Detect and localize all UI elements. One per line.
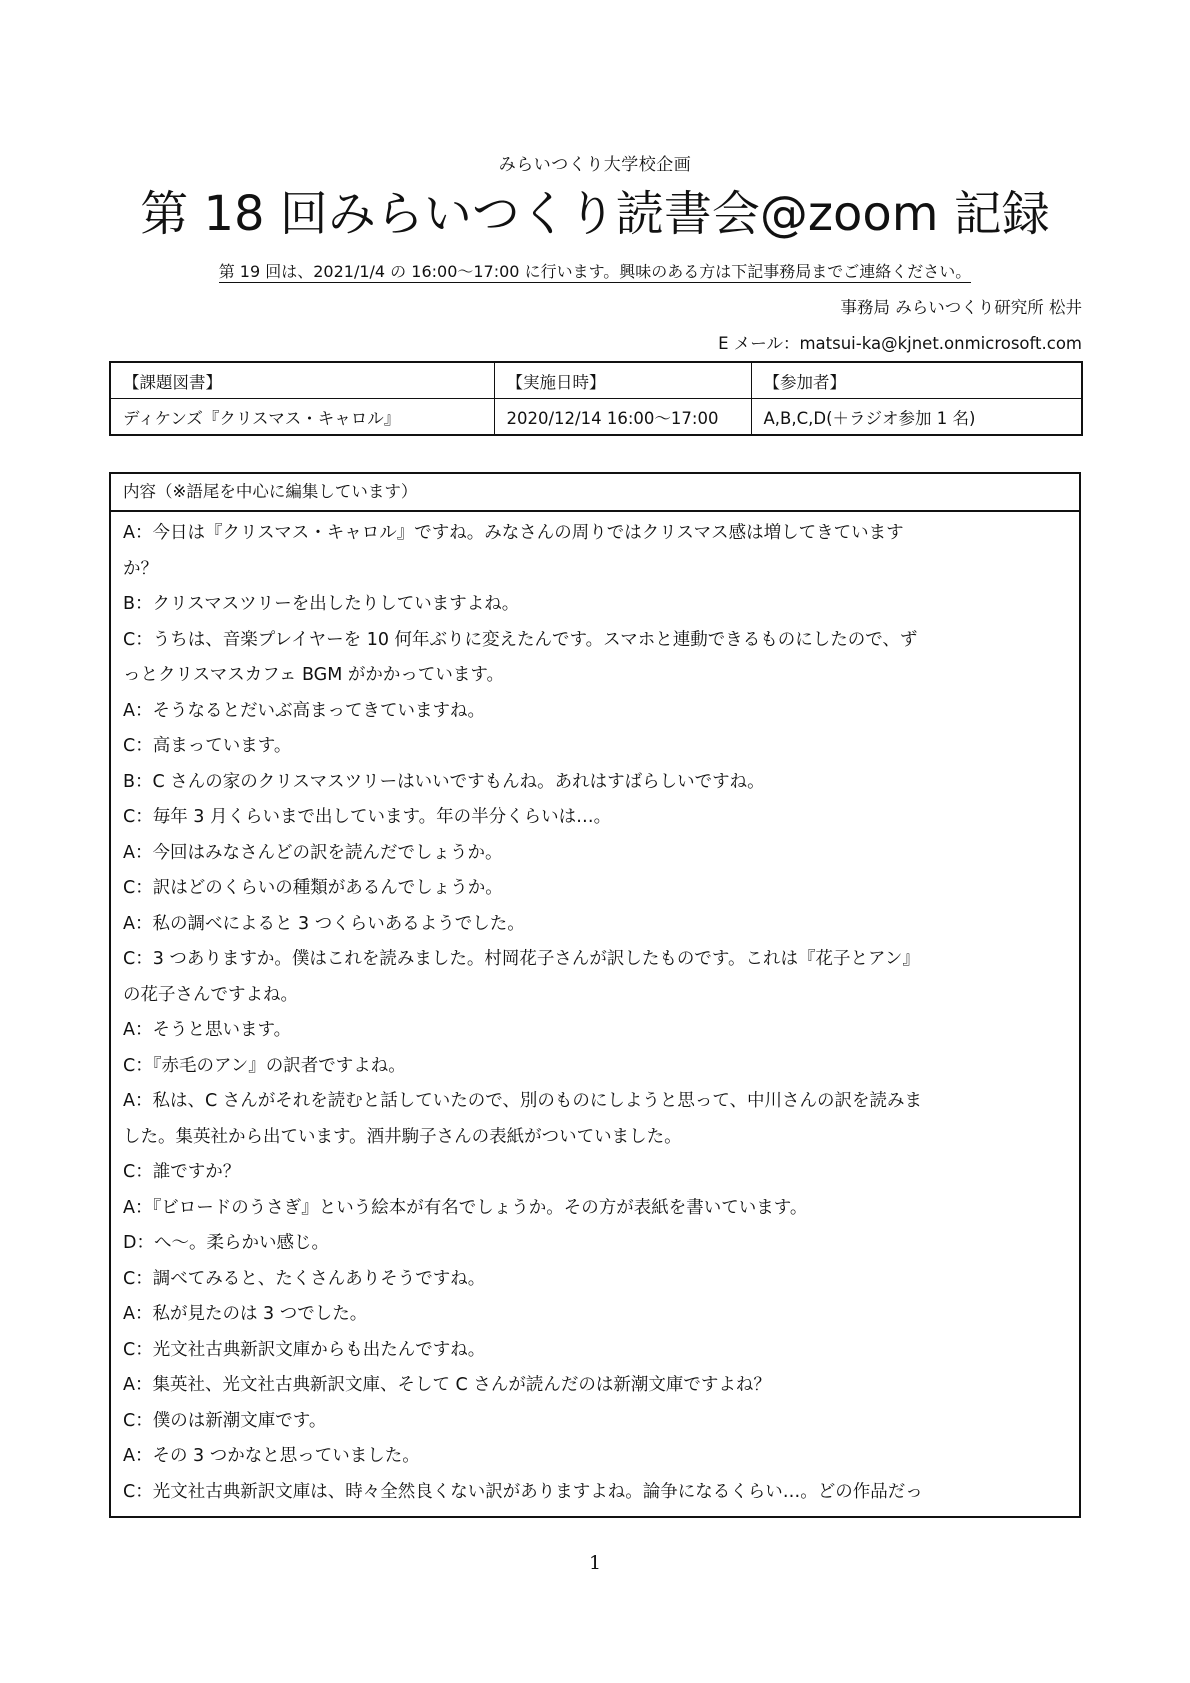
transcript-line: C：光文社古典新訳文庫からも出たんですね。 [123, 1339, 486, 1360]
transcript-line: B：C さんの家のクリスマスツリーはいいですもんね。あれはすばらしいですね。 [123, 771, 765, 792]
info-header-book: 【課題図書】 [110, 362, 494, 399]
transcript-line: C：うちは、音楽プレイヤーを 10 何年ぶりに変えたんです。スマホと連動できるものにしたので、ず [123, 629, 918, 650]
transcript-line: か？ [123, 558, 158, 579]
info-header-date: 【実施日時】 [494, 362, 751, 399]
transcript-line: C：『赤毛のアン』の訳者ですよね。 [123, 1055, 406, 1076]
transcript-line: A：そうなるとだいぶ高まってきていますね。 [123, 700, 485, 721]
info-header-participants: 【参加者】 [751, 362, 1082, 399]
transcript-line: D：へ〜。柔らかい感じ。 [123, 1233, 329, 1253]
transcript-line: C：調べてみると、たくさんありそうですね。 [123, 1268, 486, 1289]
transcript-line: C：高まっています。 [123, 736, 292, 756]
office-contact: 事務局 みらいつくり研究所 松井 [840, 298, 1082, 317]
transcript-line: C：毎年 3 月くらいまで出しています。年の半分くらいは…。 [123, 807, 612, 827]
transcript-line: B：クリスマスツリーを出したりしていますよね。 [123, 594, 520, 614]
transcript-line: の花子さんですよね。 [123, 984, 298, 1005]
transcript-line: A：今日は『クリスマス・キャロル』ですね。みなさんの周りではクリスマス感は増してきています [123, 523, 904, 543]
content-heading: 内容（※語尾を中心に編集しています） [111, 474, 1079, 512]
email-contact: E メール：matsui-ka@kjnet.onmicrosoft.com [718, 334, 1082, 353]
transcript-line: C：3 つありますか。僕はこれを読みました。村岡花子さんが訳したものです。これは『花子とアン』 [123, 949, 920, 969]
transcript-line: A：私は、C さんがそれを読むと話していたので、別のものにしようと思って、中川さんの訳を読みま [123, 1091, 923, 1111]
notice-text: 第 19 回は、2021/1/4 の 16:00〜17:00 に行います。興味のある方は下記事務局までご連絡ください。 [218, 262, 972, 281]
info-value-book: ディケンズ『クリスマス・キャロル』 [110, 399, 494, 436]
transcript-line: A：そうと思います。 [123, 1020, 292, 1040]
content-box [109, 472, 1081, 1518]
transcript-line: C：僕のは新潮文庫です。 [123, 1410, 327, 1431]
page-title: 第 18 回みらいつくり読書会@zoom 記録 [140, 186, 1050, 242]
next-session-notice [0, 259, 1190, 282]
info-value-participants: A,B,C,D(＋ラジオ参加 1 名) [751, 399, 1082, 436]
transcript-line: A：『ビロードのうさぎ』という絵本が有名でしょうか。その方が表紙を書いています。 [123, 1197, 808, 1218]
organizer-label: みらいつくり大学校企画 [498, 155, 692, 175]
transcript-line: A：私が見たのは 3 つでした。 [123, 1304, 368, 1324]
transcript-line: C：訳はどのくらいの種類があるんでしょうか。 [123, 878, 503, 898]
transcript-line: した。集英社から出ています。酒井駒子さんの表紙がついていました。 [123, 1126, 682, 1147]
transcript-line: A：集英社、光文社古典新訳文庫、そして C さんが読んだのは新潮文庫ですよね？ [123, 1375, 771, 1395]
page-number: 1 [588, 1552, 602, 1574]
info-value-date: 2020/12/14 16:00〜17:00 [494, 399, 751, 436]
transcript-lines [111, 512, 1079, 1510]
transcript-line: A：私の調べによると 3 つくらいあるようでした。 [123, 913, 525, 934]
transcript-line: C：光文社古典新訳文庫は、時々全然良くない訳がありますよね。論争になるくらい…。どの作品だっ [123, 1481, 923, 1502]
transcript-line: A：今回はみなさんどの訳を読んだでしょうか。 [123, 842, 503, 863]
info-header-row [110, 362, 1082, 399]
transcript-line: A：その 3 つかなと思っていました。 [123, 1446, 420, 1466]
transcript-line: C：誰ですか？ [123, 1162, 241, 1182]
info-value-row [110, 399, 1082, 436]
transcript-line: っとクリスマスカフェ BGM がかかっています。 [123, 665, 505, 685]
info-table [109, 361, 1083, 436]
